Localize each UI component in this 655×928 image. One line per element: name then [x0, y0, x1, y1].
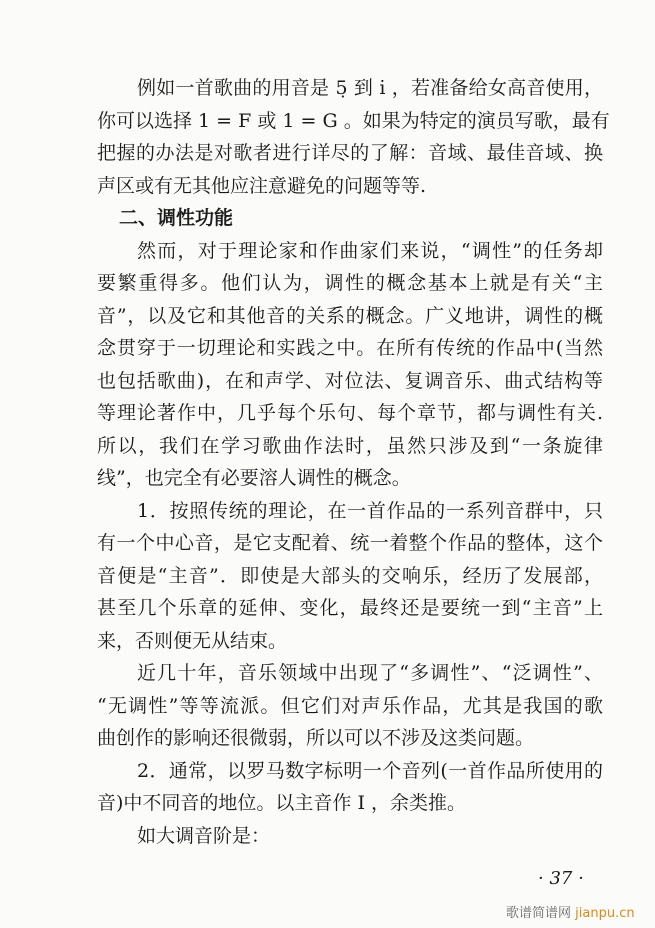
paragraph-line: 2．通常，以罗马数字标明一个音列(一首作品所使用的 [137, 759, 603, 782]
section-heading: 二、调性功能 [119, 207, 234, 229]
paragraph-line: 来，否则便无从结束。 [97, 629, 288, 652]
watermark-en: jianpu.cn [575, 906, 635, 921]
paragraph-line: 所以，我们在学习歌曲作法时，虽然只涉及到“一条旋律 [97, 434, 603, 457]
paragraph-line: 甚至几个乐章的延伸、变化，最终还是要统一到“主音”上 [97, 597, 603, 619]
page-body [97, 72, 610, 852]
paragraph-line: 音便是“主音”．即使是大部头的交响乐，经历了发展部， [97, 564, 603, 587]
paragraph-line: 线”，也完全有必要溶人调性的概念。 [97, 467, 411, 489]
paragraph-line: 把握的办法是对歌者进行详尽的了解：音域、最佳音域、换 [97, 142, 603, 164]
paragraph-line: 1．按照传统的理论，在一首作品的一系列音群中，只 [137, 499, 603, 522]
paragraph-line: 你可以选择 1 = F 或 1 = G 。如果为特定的演员写歌，最有 [97, 109, 610, 132]
paragraph-line: 声区或有无其他应注意避免的问题等等. [97, 174, 427, 197]
paragraph-line: 例如一首歌曲的用音是 5̣ 到 i̇ ，若准备给女高音使用， [137, 77, 603, 99]
paragraph-line: 音)中不同音的地位。以主音作 I ，余类推。 [97, 792, 466, 814]
paragraph-line: 曲创作的影响还很微弱，所以可以不涉及这类问题。 [97, 727, 535, 749]
paragraph-line: 音”，以及它和其他音的关系的概念。广义地讲，调性的概 [97, 304, 603, 327]
paragraph-line: 然而，对于理论家和作曲家们来说，“调性”的任务却 [137, 239, 603, 262]
paragraph-line: 近几十年，音乐领域中出现了“多调性”、“泛调性”、 [137, 662, 603, 684]
paragraph-line: 念贯穿于一切理论和实践之中。在所有传统的作品中(当然 [97, 337, 603, 359]
paragraph-line: “无调性”等等流派。但它们对声乐作品，尤其是我国的歌 [97, 694, 603, 717]
paragraph-line: 有一个中心音，是它支配着、统一着整个作品的整体，这个 [97, 532, 603, 554]
paragraph-line: 等理论著作中，几乎每个乐句、每个章节，都与调性有关. [97, 402, 603, 424]
paragraph-line: 如大调音阶是： [137, 824, 271, 847]
paragraph-line: 也包括歌曲)，在和声学、对位法、复调音乐、曲式结构等 [97, 369, 603, 392]
paragraph-line: 要繁重得多。他们认为，调性的概念基本上就是有关“主 [97, 272, 603, 294]
page-number: · 37 · [538, 868, 584, 889]
watermark [506, 902, 635, 921]
watermark-cn: 歌谱简谱网 [506, 906, 572, 921]
